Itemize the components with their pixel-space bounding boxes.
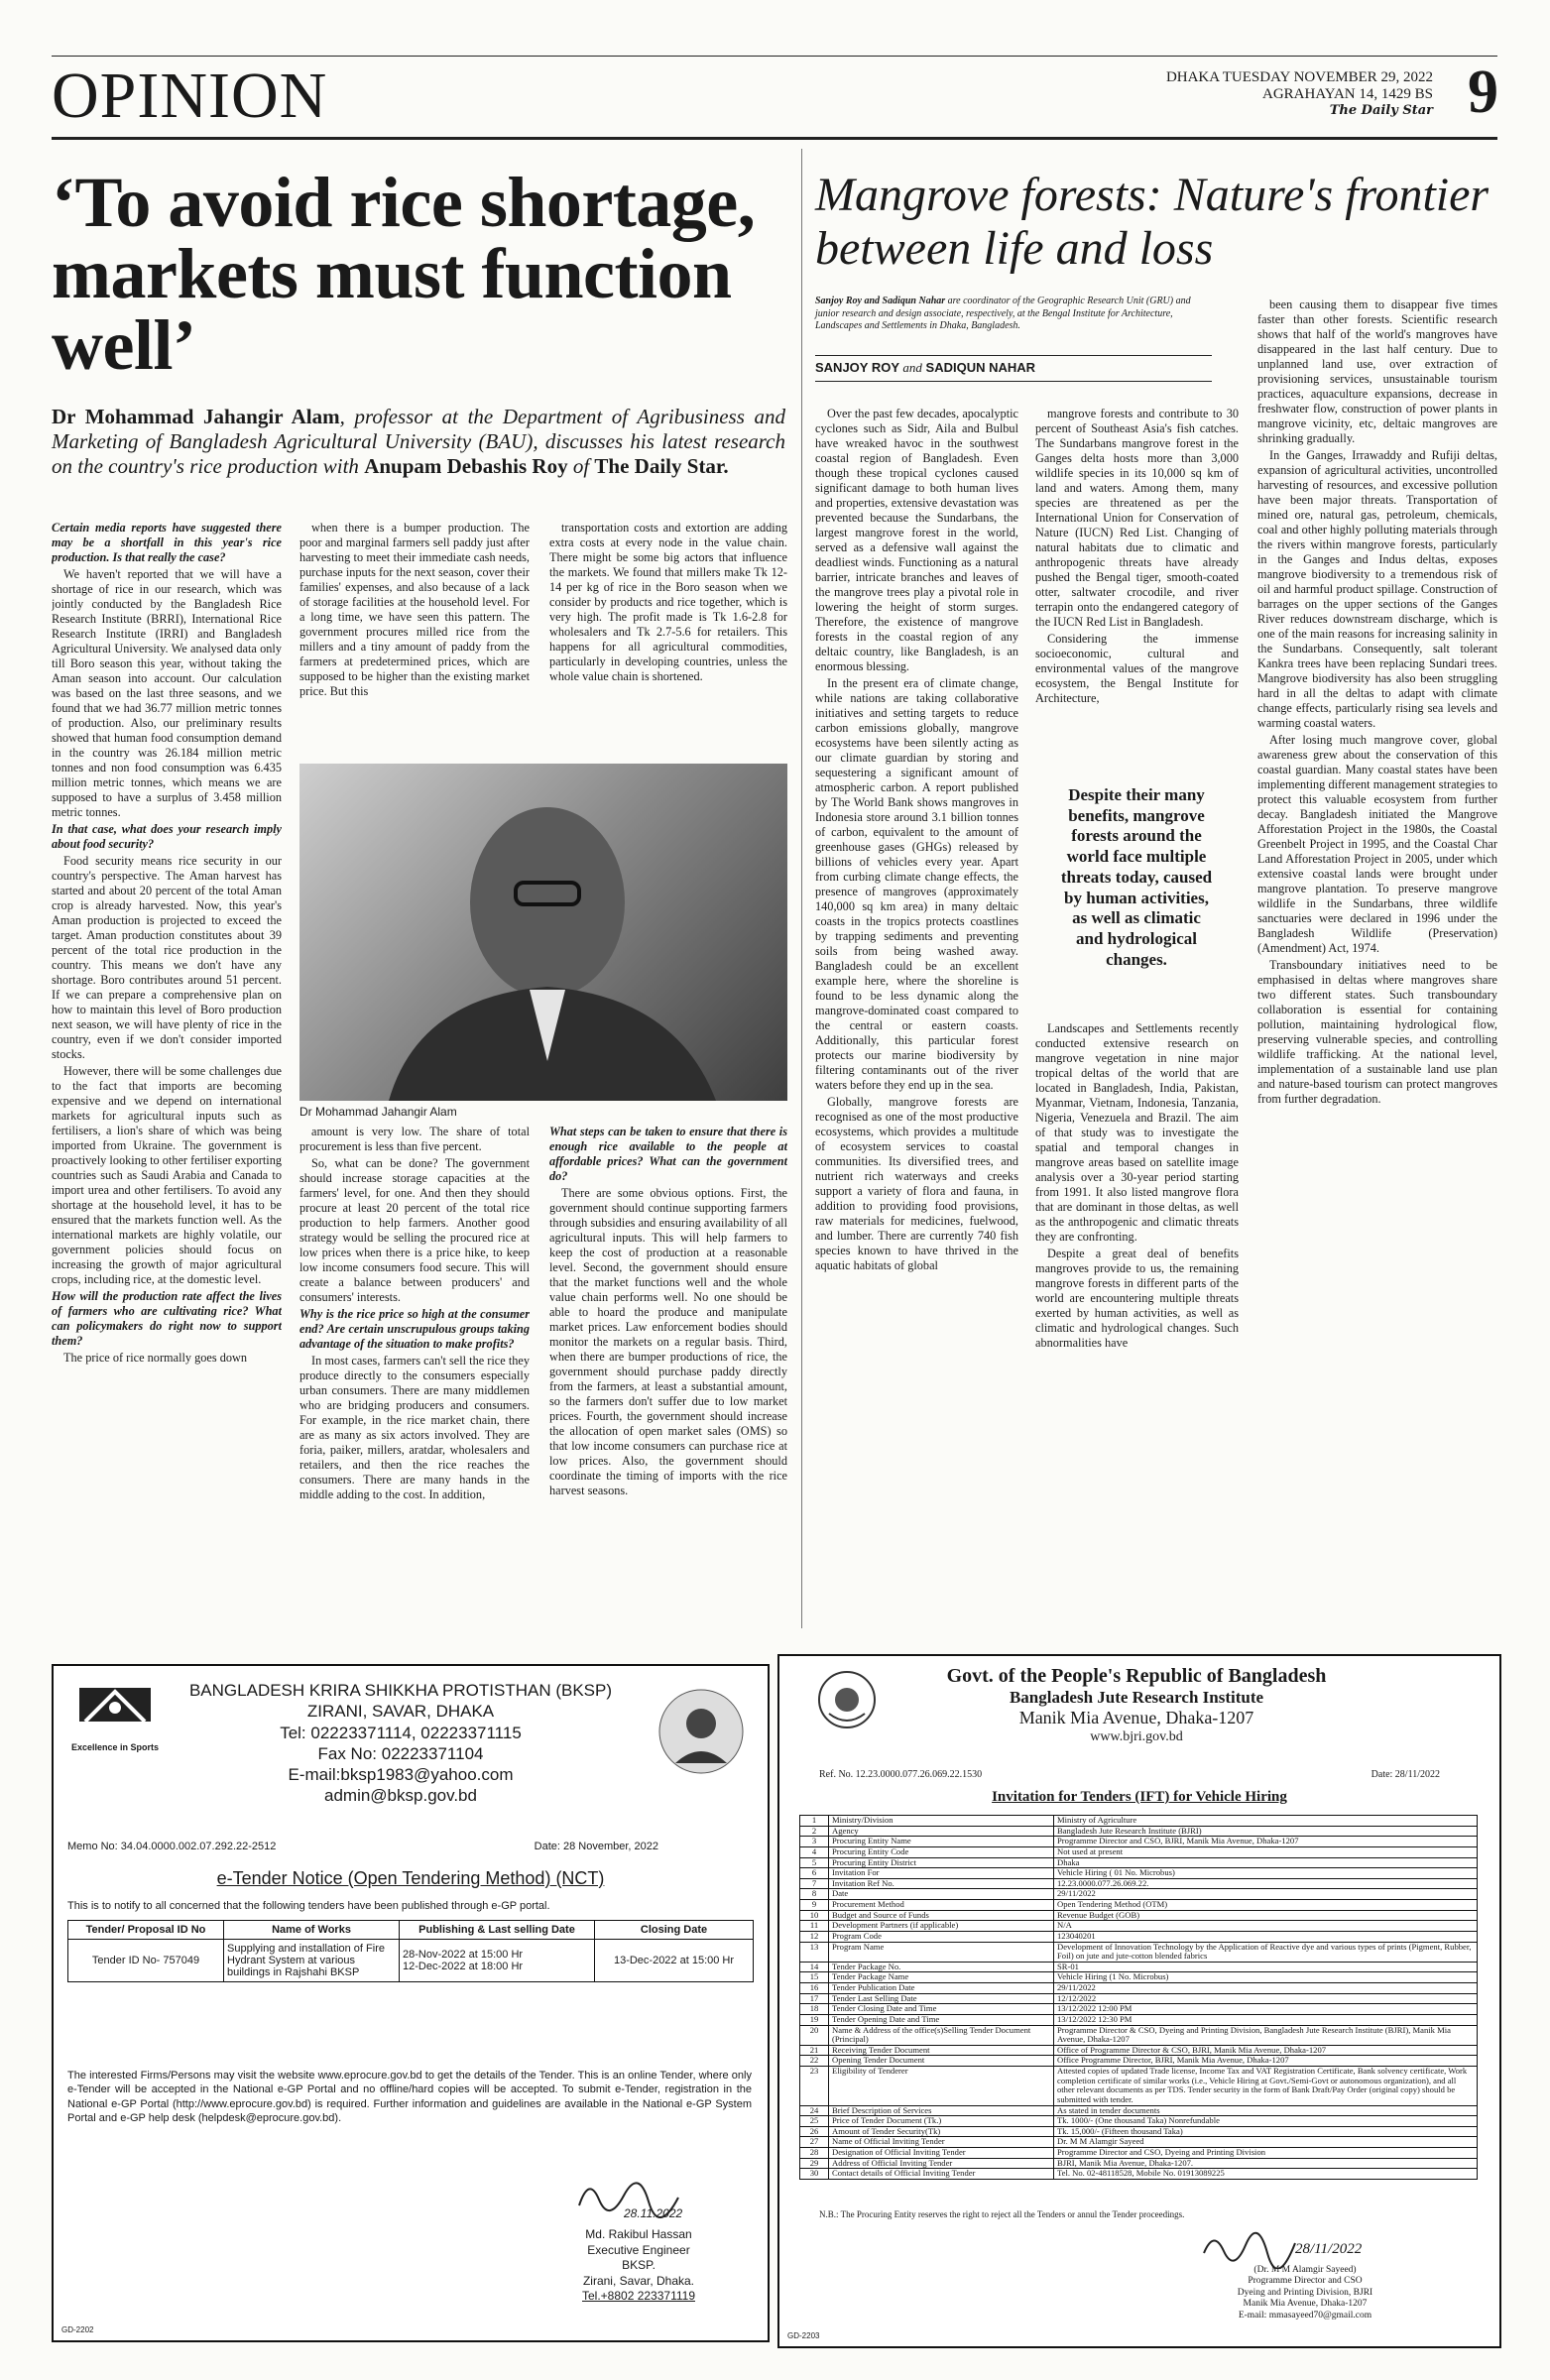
table-cell-label: Brief Description of Services <box>829 2105 1054 2116</box>
bjri-gd-code: GD-2203 <box>787 2331 820 2340</box>
table-cell-label: Price of Tender Document (Tk.) <box>829 2116 1054 2127</box>
right-headline: Mangrove forests: Nature's frontier between life and loss <box>815 169 1490 275</box>
table-cell-label: Tender Publication Date <box>829 1983 1054 1994</box>
table-row <box>800 1837 1478 1847</box>
table-row <box>800 1993 1478 2004</box>
table-cell-label: Procurement Method <box>829 1900 1054 1911</box>
table-cell-value: Dr. M M Alamgir Sayeed <box>1054 2137 1478 2148</box>
table-cell-label: Name of Official Inviting Tender <box>829 2137 1054 2148</box>
bksp-memo: Memo No: 34.04.0000.002.07.292.22-2512 <box>67 1841 277 1852</box>
table-cell-num: 14 <box>800 1962 829 1972</box>
table-row <box>800 1983 1478 1994</box>
table-cell-label: Tender Opening Date and Time <box>829 2014 1054 2025</box>
paragraph: Considering the immense socioeconomic, cultural and environmental values of the mangrove ecosystem, the Bengal Institute for Architecture, <box>1035 632 1239 705</box>
masthead-rule <box>52 137 1497 140</box>
bksp-last-selling-date: 12-Dec-2022 at 18:00 Hr <box>403 1961 524 1972</box>
left-col-2-top <box>299 521 530 759</box>
table-cell-label: Invitation Ref No. <box>829 1878 1054 1889</box>
bksp-date: Date: 28 November, 2022 <box>534 1841 658 1852</box>
table-cell-value: Open Tendering Method (OTM) <box>1054 1900 1478 1911</box>
table-cell-value: Programme Director and CSO, BJRI, Manik Mia Avenue, Dhaka-1207 <box>1054 1837 1478 1847</box>
left-col-3-bottom <box>549 1125 787 1632</box>
bksp-sig-name: Md. Rakibul Hassan <box>585 2227 692 2241</box>
bksp-td-id: Tender ID No- 757049 <box>68 1940 224 1982</box>
paragraph: So, what can be done? The government should increase storage capacities at the farmers' level, for one. And then they should procure at least 20 percent of the total rice production to help farmers. Another good strategy would be selling the procured rice at low prices when there is a price hike, to keep low income consumers food secure. This will create a balance between producers' and consumers' interests. <box>299 1156 530 1304</box>
bksp-signatory <box>530 2227 748 2305</box>
dateline-bangla: AGRAHAYAN 14, 1429 BS <box>1262 86 1433 103</box>
table-row <box>800 2014 1478 2025</box>
byline-rule-top <box>815 355 1212 356</box>
bksp-logo <box>67 1678 163 1761</box>
portrait-photo <box>299 764 787 1101</box>
table-cell-num: 20 <box>800 2025 829 2045</box>
table-cell-value: 13/12/2022 12:00 PM <box>1054 2004 1478 2015</box>
paragraph: However, there will be some challenges due to the fact that imports are becoming expensive and we depend on international markets for agricultural inputs such as fertilisers, a lion's share of which was being imported from Ukraine. The government is proactively looking to other fertiliser exporting countries such as Saudi Arabia and Canada to import urea and other fertilisers. To avoid any shortage at the household level, it has to be ensured that the markets function well. As the international markets are highly volatile, our government policies should focus on increasing the growth of major agricultural crops, including rice, at the domestic level. <box>52 1064 282 1286</box>
paragraph: Transboundary initiatives need to be emphasised in deltas where mangroves share two different states. Such transboundary collaboration is essential for containing pollution, maintaining hydrological flow, preserving vulnerable species, and controlling wildlife trafficking. At the national level, implementation of a sustainable land use plan and nature-based tourism can protect mangroves from further degradation. <box>1257 958 1497 1106</box>
byline-author-b: SADIQUN NAHAR <box>925 360 1036 375</box>
photo-caption: Dr Mohammad Jahangir Alam <box>299 1105 457 1119</box>
bksp-th-id: Tender/ Proposal ID No <box>68 1921 224 1940</box>
table-cell-num: 16 <box>800 1983 829 1994</box>
table-row <box>800 1910 1478 1921</box>
table-cell-label: Tender Closing Date and Time <box>829 2004 1054 2015</box>
paragraph: been causing them to disappear five times faster than other forests. Scientific research shows that half of the world's mangroves have disappeared in the last half century. Due to unplanned land use, over extraction of provisioning services, unsustainable tourism practices, aquaculture expansions, decrease in freshwater flow, construction of power plants in mangrove vicinity, etc, deltaic mangroves are shrinking gradually. <box>1257 298 1497 445</box>
byline-author-a: SANJOY ROY <box>815 360 899 375</box>
table-row <box>800 2169 1478 2180</box>
table-cell-value: Tel. No. 02-48118528, Mobile No. 01913089225 <box>1054 2169 1478 2180</box>
left-headline: ‘To avoid rice shortage, markets must function well’ <box>52 163 756 385</box>
portrait-figure <box>299 764 787 1101</box>
paragraph: transportation costs and extortion are adding extra costs at every node in the value chain. There might be some big actors that influence the markets. We found that millers make Tk 12-14 per kg of rice in the Boro season when we consider by products and rice together, which is very high. The profit made is Tk 1.6-2.8 for wholesalers and Tk 2.7-5.6 for retailers. This happens for all agricultural commodities, particularly in developing countries, unless the whole value chain is shortened. <box>549 521 787 683</box>
bksp-gd-code: GD-2202 <box>61 2325 94 2334</box>
table-cell-value: Office Programme Director, BJRI, Manik Mia Avenue, Dhaka-1207 <box>1054 2056 1478 2067</box>
table-row <box>800 2158 1478 2169</box>
table-row <box>800 1900 1478 1911</box>
table-row <box>800 2067 1478 2106</box>
bjri-ad <box>777 1654 1501 2348</box>
table-cell-label: Tender Package No. <box>829 1962 1054 1972</box>
bksp-th-publish: Publishing & Last selling Date <box>400 1921 595 1940</box>
paragraph: There are some obvious options. First, the government should continue supporting farmers through subsidies and ensuring availability of all agricultural inputs. This will help farmers to keep the cost of production at a reasonable level. Second, the government should ensure that the market functions well and the whole value chain performs well. No one should be able to hoard the produce and manipulate market prices. Law enforcement bodies should monitor the markets on a regular basis. Third, when there are bumper productions of rice, the government should purchase paddy directly from the farmers, at least a substantial amount, so the farmers don't suffer due to low market prices. Fourth, the government should increase the allocation of open market sales (OMS) so that low income consumers can purchase rice at low prices. Also, the government should coordinate the timing of imports with the rice harvest seasons. <box>549 1186 787 1497</box>
author-note-names: Sanjoy Roy and Sadiqun Nahar <box>815 296 946 306</box>
byline-rule-bottom <box>815 381 1212 382</box>
paragraph: Landscapes and Settlements recently conducted extensive research on mangrove vegetation in nine major tropical deltas of the world that are located in Bangladesh, India, Pakistan, Myanmar, Vietnam, Indonesia, Tanzania, Nigeria, Venezuela and Brazil. The aim of that study was to investigate the spatial and temporal changes in mangrove areas based on satellite image analysis over a 30-year period starting from 1991. It also listed mangrove flora that are dominant in those deltas, as well as the anthropogenic and climatic threats they are confronting. <box>1035 1021 1239 1244</box>
right-col-3 <box>1257 298 1497 1628</box>
table-cell-num: 13 <box>800 1942 829 1962</box>
bjri-sig-email: E-mail: mmasayeed70@gmail.com <box>1238 2310 1372 2320</box>
table-cell-label: Budget and Source of Funds <box>829 1910 1054 1921</box>
table-row <box>800 1878 1478 1889</box>
table-cell-value: Development of Innovation Technology by the Application of Reactive dye and various types of prints (Pigment, Rubber, Foil) on jute and jute-cotton blended fabrics <box>1054 1942 1478 1962</box>
table-cell-label: Procuring Entity Code <box>829 1846 1054 1857</box>
bjri-date: Date: 28/11/2022 <box>1371 1769 1440 1780</box>
table-row <box>800 1846 1478 1857</box>
bksp-tel: Tel: 02223371114, 02223371115 <box>280 1723 522 1742</box>
table-row <box>800 2137 1478 2148</box>
table-cell-label: Receiving Tender Document <box>829 2045 1054 2056</box>
table-cell-label: Date <box>829 1889 1054 1900</box>
paragraph: Food security means rice security in our country's perspective. The Aman harvest has started and about 20 percent of the total Aman crop is already harvested. Now, this year's Aman production is projected to exceed the target. Aman production constitutes about 39 percent of the total rice production in the country. This means we don't have any shortage. Boro contributes around 51 percent. If we can prepare a comprehensive plan on how to maintain this level of Boro production next season, we will have plenty of rice in the country, even if we don't consider imported stocks. <box>52 854 282 1061</box>
table-cell-num: 4 <box>800 1846 829 1857</box>
paragraph: After losing much mangrove cover, global awareness grew about the conservation of this coastal guardian. Many coastal states have been implementing different management strategies to protect this valuable ecosystem from further decay. Bangladesh initiated the Mangrove Afforestation Project in the 1980s, the Coastal Greenbelt Project in 1995, and the Coastal Char Land Afforestation Project in 2005, under which extensive coastal lands were brought under mangrove plantation. To preserve mangrove wildlife in the Sundarbans, three wildlife sanctuaries were declared in 1996 under the Bangladesh Wildlife (Preservation) (Amendment) Act, 1974. <box>1257 733 1497 955</box>
table-cell-value: 12/12/2022 <box>1054 1993 1478 2004</box>
table-cell-num: 1 <box>800 1816 829 1827</box>
bjri-ref: Ref. No. 12.23.0000.077.26.069.22.1530 <box>819 1769 983 1780</box>
bjri-address: Manik Mia Avenue, Dhaka-1207 <box>1018 1708 1254 1728</box>
paragraph: In the present era of climate change, while nations are taking collaborative initiatives and setting targets to reduce carbon emissions globally, mangrove ecosystems have been silently acting as our climate guardian by storing and sequestering a significant amount of atmospheric carbon. A report published by The World Bank shows mangroves in Indonesia store around 3.1 billion tonnes of carbon, equivalent to the amount of greenhouse gases (GHGs) released by billions of vehicles every year. Apart from curbing climate change effects, the presence of mangroves (approximately 140,000 sq km area) in many deltaic coasts in the tropics protects coastlines by trapping sediments and preventing soils from being washed away. Bangladesh could be an excellent example here, where the shoreline is found to be less dynamic along the mangrove-dominated coast compared to the central or eastern coasts. Additionally, this particular forest protects our marine biodiversity by filtering contaminants out of the river waters before they end up in the sea. <box>815 676 1018 1092</box>
table-cell-value: 29/11/2022 <box>1054 1983 1478 1994</box>
bksp-footer: The interested Firms/Persons may visit the website www.eprocure.gov.bd to get the details of the Tender. This is an online Tender, where only e-Tender will be accepted in the National e-GP Portal and no offline/hard copies will be accepted. To submit e-Tender, registration in the National e-GP Portal (http://www.eprocure.gov.bd) is required. Further information and guidelines are available in the National e-GP System Portal and e-GP help desk (helpdesk@eprocure.gov.bd). <box>67 2070 752 2124</box>
intro-interviewer: Anupam Debashis Roy <box>364 453 568 478</box>
bksp-logo-icon <box>73 1678 157 1737</box>
table-row <box>800 1972 1478 1983</box>
table-cell-label: Procuring Entity Name <box>829 1837 1054 1847</box>
question: In that case, what does your research imply about food security? <box>52 822 282 851</box>
pullquote: Despite their many benefits, mangrove forests around the world face multiple threats today, caused by human activities, as well as climatic and hydrological changes. <box>1060 785 1213 969</box>
bksp-td-publish <box>400 1940 595 1982</box>
bksp-portrait-image <box>658 1686 744 1777</box>
table-cell-value: 123040201 <box>1054 1931 1478 1942</box>
table-cell-num: 7 <box>800 1878 829 1889</box>
table-cell-label: Tender Last Selling Date <box>829 1993 1054 2004</box>
bjri-signatory <box>1156 2265 1454 2321</box>
table-row <box>800 2116 1478 2127</box>
dateline-date: DHAKA TUESDAY NOVEMBER 29, 2022 <box>1165 69 1433 85</box>
paragraph: Over the past few decades, apocalyptic cyclones such as Sidr, Aila and Bulbul have wreaked havoc in the southwest coastal region of Bangladesh. Even though these tropical cyclones caused significant damage to both human lives and properties, extensive devastation was prevented because the Sundarbans, the largest mangrove forest in the world, served as a defensive wall against the deadliest winds. Functioning as a natural barrier, intricate branches and leaves of the mangrove trees play a pivotal role in lowering the height of storm surges. Therefore, the existence of mangrove forests in the coastal region of any deltaic country, like Bangladesh, is an enormous blessing. <box>815 407 1018 673</box>
section-title: OPINION <box>52 60 328 132</box>
bjri-org: Bangladesh Jute Research Institute <box>1009 1688 1264 1707</box>
paragraph: mangrove forests and contribute to 30 percent of Southeast Asia's fish catches. The Sundarbans mangrove forest in the Ganges delta hosts more than 3,000 wildlife species in its 10,000 sq km of land and waters. Among them, many species are threatened as per the International Union for Conservation of Nature (IUCN) Red List. Changing of natural habitats due to climatic and anthropogenic threats have already pushed the Bengal tiger, smooth-coated otter, saltwater crocodile, and river terrapin onto the endangered category of the IUCN Red List in Bangladesh. <box>1035 407 1239 629</box>
table-row <box>800 1857 1478 1868</box>
table-cell-label: Procuring Entity District <box>829 1857 1054 1868</box>
table-cell-num: 30 <box>800 2169 829 2180</box>
table-cell-label: Ministry/Division <box>829 1816 1054 1827</box>
dateline <box>1166 69 1433 118</box>
table-cell-label: Development Partners (if applicable) <box>829 1921 1054 1932</box>
bksp-publish-date: 28-Nov-2022 at 15:00 Hr <box>403 1949 524 1961</box>
table-cell-value: Programme Director and CSO, Dyeing and Printing Division <box>1054 2148 1478 2159</box>
table-cell-num: 2 <box>800 1826 829 1837</box>
table-cell-value: Attested copies of updated Trade license, Income Tax and VAT Registration Certificate, Bank solvency certificate, Work completion certificate of similar works (i.e., Vehicle Hiring at Govt./Semi-Govt or autonomous organization), and all other relevant documents as per TDS. Tender security in the form of Bank Draft/Pay Order (original copy) should be submitted with tender. <box>1054 2067 1478 2106</box>
table-cell-num: 18 <box>800 2004 829 2015</box>
table-cell-label: Invitation For <box>829 1868 1054 1879</box>
table-cell-label: Program Code <box>829 1931 1054 1942</box>
bksp-sig-address: Zirani, Savar, Dhaka. <box>582 2273 695 2288</box>
table-row <box>800 2056 1478 2067</box>
table-row <box>800 1921 1478 1932</box>
bksp-address: ZIRANI, SAVAR, DHAKA <box>306 1702 495 1722</box>
table-cell-value: Ministry of Agriculture <box>1054 1816 1478 1827</box>
bksp-email-1: E-mail:bksp1983@yahoo.com <box>288 1765 514 1784</box>
table-cell-num: 9 <box>800 1900 829 1911</box>
table-cell-num: 26 <box>800 2126 829 2137</box>
question: How will the production rate affect the lives of farmers who are cultivating rice? What can policymakers do right now to support them? <box>52 1289 282 1348</box>
table-cell-num: 28 <box>800 2148 829 2159</box>
bjri-sig-name: (Dr. M M Alamgir Sayeed) <box>1253 2265 1357 2275</box>
bksp-sig-title: Executive Engineer <box>587 2242 690 2257</box>
table-row <box>800 2126 1478 2137</box>
table-row <box>800 2148 1478 2159</box>
table-cell-label: Name & Address of the office(s)Selling Tender Document (Principal) <box>829 2025 1054 2045</box>
left-intro: Dr Mohammad Jahangir Alam, professor at the Department of Agribusiness and Marketing of Bangladesh Agricultural University (BAU), discusses his latest research on the country's rice production with Anupam Debashis Roy of The Daily Star. <box>52 405 785 478</box>
bksp-header <box>173 1680 629 1807</box>
top-rule <box>52 56 1497 57</box>
table-row <box>800 2004 1478 2015</box>
table-cell-num: 29 <box>800 2158 829 2169</box>
table-cell-value: Office of Programme Director & CSO, BJRI, Manik Mia Avenue, Dhaka-1207 <box>1054 2045 1478 2056</box>
paragraph: when there is a bumper production. The poor and marginal farmers sell paddy just after harvesting to meet their immediate cash needs, purchase inputs for the next season, cover their families' expenses, and also because of a lack of storage facilities at the household level. For a long time, we have seen this pattern. The government procures milled rice from the millers and a tiny amount of paddy from the farmers at predetermined prices, which are supposed to be higher than the existing market price. But this <box>299 521 530 698</box>
page-number: 9 <box>1468 59 1498 126</box>
table-cell-value: As stated in tender documents <box>1054 2105 1478 2116</box>
table-row <box>800 2045 1478 2056</box>
bjri-sig-date: 28/11/2022 <box>1295 2241 1363 2257</box>
paragraph: In the Ganges, Irrawaddy and Rufiji deltas, expansion of agricultural activities, uncontrolled harvesting of resources, and excessive pollution have been major threats. Transportation of mined ore, natural gas, petroleum, chemicals, coal and other highly polluting materials through the rivers within mangrove forests, particularly in the Ganges and Indus deltas, exposes mangrove biodiversity to a tremendous risk of oil and harmful product spillage. Construction of barrages on the upper sections of the Ganges River reduces downstream discharge, which is one of the main reasons for increasing salinity in the Sundarbans. Consequently, salt tolerant Kankra trees have been replacing Sundari trees. Mangrove biodiversity has also been struggling hard in all the deltas to adapt with climate change effects, particularly rising sea levels and warming coastal waters. <box>1257 448 1497 730</box>
article-divider <box>801 149 802 1628</box>
bksp-sig-tel: Tel.+8802 223371119 <box>582 2289 695 2304</box>
table-row <box>800 1942 1478 1962</box>
bjri-gov: Govt. of the People's Republic of Bangladesh <box>946 1665 1327 1687</box>
table-cell-value: Vehicle Hiring (1 No. Microbus) <box>1054 1972 1478 1983</box>
byline <box>815 360 1035 376</box>
question: Certain media reports have suggested there may be a shortfall in this year's rice production. Is that really the case? <box>52 521 282 564</box>
bksp-sig-date: 28.11.2022 <box>624 2206 683 2220</box>
table-cell-num: 19 <box>800 2014 829 2025</box>
bjri-web: www.bjri.gov.bd <box>1090 1728 1183 1744</box>
table-cell-num: 12 <box>800 1931 829 1942</box>
bjri-tender-table <box>799 1815 1478 2180</box>
paragraph: Globally, mangrove forests are recognised as one of the most productive ecosystems, which provides a multitude of ecosystem services to coastal communities. Its diversified trees, and nutrient rich waterways and creeks support a variety of flora and fauna, in addition to providing food provisions, raw materials for medicines, fuelwood, and lumber. There are currently 740 fish species known to have thrived in the aquatic habitats of global <box>815 1095 1018 1272</box>
table-cell-label: Address of Official Inviting Tender <box>829 2158 1054 2169</box>
bjri-signature <box>1196 2223 1305 2269</box>
bksp-ad <box>52 1664 770 2342</box>
author-note-text: are coordinator of the Geographic Research Unit (GRU) and junior research and design associate, respectively, at the Bengal Institute for Architecture, Landscapes and Settlements in Dhaka, Bangladesh. <box>815 296 1191 331</box>
table-cell-value: Dhaka <box>1054 1857 1478 1868</box>
byline-and: and <box>902 360 922 375</box>
table-cell-label: Program Name <box>829 1942 1054 1962</box>
paragraph: Despite a great deal of benefits mangroves provide to us, the remaining mangrove forests in different parts of the world are encountering multiple threats exerted by human activities, as well as climatic and hydrological changes. Such abnormalities have <box>1035 1247 1239 1350</box>
table-row <box>800 2025 1478 2045</box>
bksp-portrait <box>658 1686 744 1777</box>
left-col-2-bottom <box>299 1125 530 1632</box>
table-cell-num: 11 <box>800 1921 829 1932</box>
table-cell-num: 15 <box>800 1972 829 1983</box>
table-cell-num: 8 <box>800 1889 829 1900</box>
table-cell-num: 5 <box>800 1857 829 1868</box>
right-col-2-top <box>1035 407 1239 764</box>
table-cell-num: 3 <box>800 1837 829 1847</box>
table-cell-value: Tk. 15,000/- (Fifteen thousand Taka) <box>1054 2126 1478 2137</box>
intro-paper: The Daily Star <box>594 453 724 478</box>
bksp-th-closing: Closing Date <box>595 1921 754 1940</box>
table-cell-value: Vehicle Hiring ( 01 No. Microbus) <box>1054 1868 1478 1879</box>
table-row <box>800 1868 1478 1879</box>
table-cell-value: Revenue Budget (GOB) <box>1054 1910 1478 1921</box>
bjri-sig-title-2: Dyeing and Printing Division, BJRI <box>1237 2287 1373 2298</box>
table-cell-num: 17 <box>800 1993 829 2004</box>
table-cell-num: 25 <box>800 2116 829 2127</box>
bksp-logo-text: Excellence in Sports <box>70 1742 160 1752</box>
table-cell-num: 27 <box>800 2137 829 2148</box>
intro-name: Dr Mohammad Jahangir Alam <box>52 405 340 428</box>
table-cell-value: Tk. 1000/- (One thousand Taka) Nonrefundable <box>1054 2116 1478 2127</box>
table-cell-label: Tender Package Name <box>829 1972 1054 1983</box>
bjri-sig-title-1: Programme Director and CSO <box>1248 2276 1363 2287</box>
table-row <box>800 1931 1478 1942</box>
bjri-nb: N.B.: The Procuring Entity reserves the right to reject all the Tenders or annul the Tender proceedings. <box>819 2209 1185 2219</box>
table-row <box>800 1889 1478 1900</box>
right-col-1 <box>815 407 1018 1628</box>
intro-text: , professor at the Department of Agribusiness and Marketing of Bangladesh Agricultural University (BAU), discusses his latest research on the country's rice production with <box>52 405 785 478</box>
table-cell-value: SR-01 <box>1054 1962 1478 1972</box>
table-row <box>800 1826 1478 1837</box>
paragraph: The price of rice normally goes down <box>63 1351 248 1365</box>
table-cell-value: 29/11/2022 <box>1054 1889 1478 1900</box>
table-cell-num: 21 <box>800 2045 829 2056</box>
bjri-title: Invitation for Tenders (IFT) for Vehicle Hiring <box>992 1789 1287 1805</box>
table-cell-num: 22 <box>800 2056 829 2067</box>
left-col-3-top <box>549 521 787 759</box>
table-cell-value: Not used at present <box>1054 1846 1478 1857</box>
table-row <box>800 1962 1478 1972</box>
table-cell-num: 24 <box>800 2105 829 2116</box>
table-cell-label: Amount of Tender Security(Tk) <box>829 2126 1054 2137</box>
paragraph: amount is very low. The share of total procurement is less than five percent. <box>299 1125 530 1153</box>
bjri-sig-title-3: Manik Mia Avenue, Dhaka-1207 <box>1243 2299 1368 2310</box>
bksp-org: BANGLADESH KRIRA SHIKKHA PROTISTHAN (BKSP) <box>188 1681 613 1700</box>
table-row <box>800 2105 1478 2116</box>
paragraph: We haven't reported that we will have a shortage of rice in our research, which was jointly conducted by the Bangladesh Rice Research Institute (BRRI), International Rice Research Institute (IRRI) and Bangladesh Agricultural University. We analysed data only till Boro season this year, without taking the Aman season into account. Our calculation was based on the last three seasons, and we found that we had 36.77 million metric tonnes of production. Also, our preliminary results showed that human food consumption demand in the country was 26.184 million metric tonnes and non food consumption was 6.435 million metric tonnes, which means we are supposed to have a surplus of 3.458 million metric tonnes. <box>52 567 282 819</box>
bjri-header <box>859 1664 1414 1746</box>
bksp-tender-table <box>67 1920 754 1982</box>
bksp-sig-org: BKSP. <box>622 2258 656 2273</box>
table-cell-label: Agency <box>829 1826 1054 1837</box>
table-row <box>800 1816 1478 1827</box>
bksp-td-works: Supplying and installation of Fire Hydrant System at various buildings in Rajshahi BKSP <box>224 1940 400 1982</box>
bksp-intro: This is to notify to all concerned that the following tenders have been published through e-GP portal. <box>67 1900 550 1912</box>
table-cell-label: Opening Tender Document <box>829 2056 1054 2067</box>
table-cell-label: Designation of Official Inviting Tender <box>829 2148 1054 2159</box>
table-cell-value: 12.23.0000.077.26.069.22. <box>1054 1878 1478 1889</box>
table-cell-value: 13/12/2022 12:30 PM <box>1054 2014 1478 2025</box>
left-col-1 <box>52 521 282 1631</box>
table-cell-value: Bangladesh Jute Research Institute (BJRI) <box>1054 1826 1478 1837</box>
paper-logo: The Daily Star <box>1329 102 1433 118</box>
bksp-fax: Fax No: 02223371104 <box>317 1743 484 1763</box>
table-cell-value: Programme Director & CSO, Dyeing and Printing Division, Bangladesh Jute Research Institute (BJRI), Manik Mia Avenue, Dhaka-1207 <box>1054 2025 1478 2045</box>
intro-of: of <box>567 453 595 478</box>
bksp-td-closing: 13-Dec-2022 at 15:00 Hr <box>595 1940 754 1982</box>
author-note <box>815 296 1212 333</box>
table-cell-value: N/A <box>1054 1921 1478 1932</box>
question: Why is the rice price so high at the consumer end? Are certain unscrupulous groups taking advantage of the situation to make profits? <box>299 1307 530 1351</box>
table-cell-value: BJRI, Manik Mia Avenue, Dhaka-1207. <box>1054 2158 1478 2169</box>
question: What steps can be taken to ensure that there is enough rice available to the people at affordable prices? What can the government do? <box>549 1125 787 1183</box>
right-col-2-bottom <box>1035 1021 1239 1628</box>
table-cell-num: 23 <box>800 2067 829 2106</box>
bksp-th-works: Name of Works <box>224 1921 400 1940</box>
table-cell-num: 10 <box>800 1910 829 1921</box>
table-cell-label: Contact details of Official Inviting Tender <box>829 2169 1054 2180</box>
bksp-title: e-Tender Notice (Open Tendering Method) (NCT) <box>216 1868 605 1888</box>
table-cell-num: 6 <box>800 1868 829 1879</box>
bksp-email-2: admin@bksp.gov.bd <box>324 1786 477 1806</box>
paragraph: In most cases, farmers can't sell the rice they produce directly to the consumers especially urban consumers. There are many middlemen who are bridging producers and consumers. For example, in the rice market chain, there are as many as six actors involved. They are foria, paiker, millers, aratdar, wholesalers and retailers, and then the rice reaches the consumers. There are many hands in the middle adding to the cost. In addition, <box>299 1354 530 1501</box>
table-cell-label: Eligibility of Tenderer <box>829 2067 1054 2106</box>
